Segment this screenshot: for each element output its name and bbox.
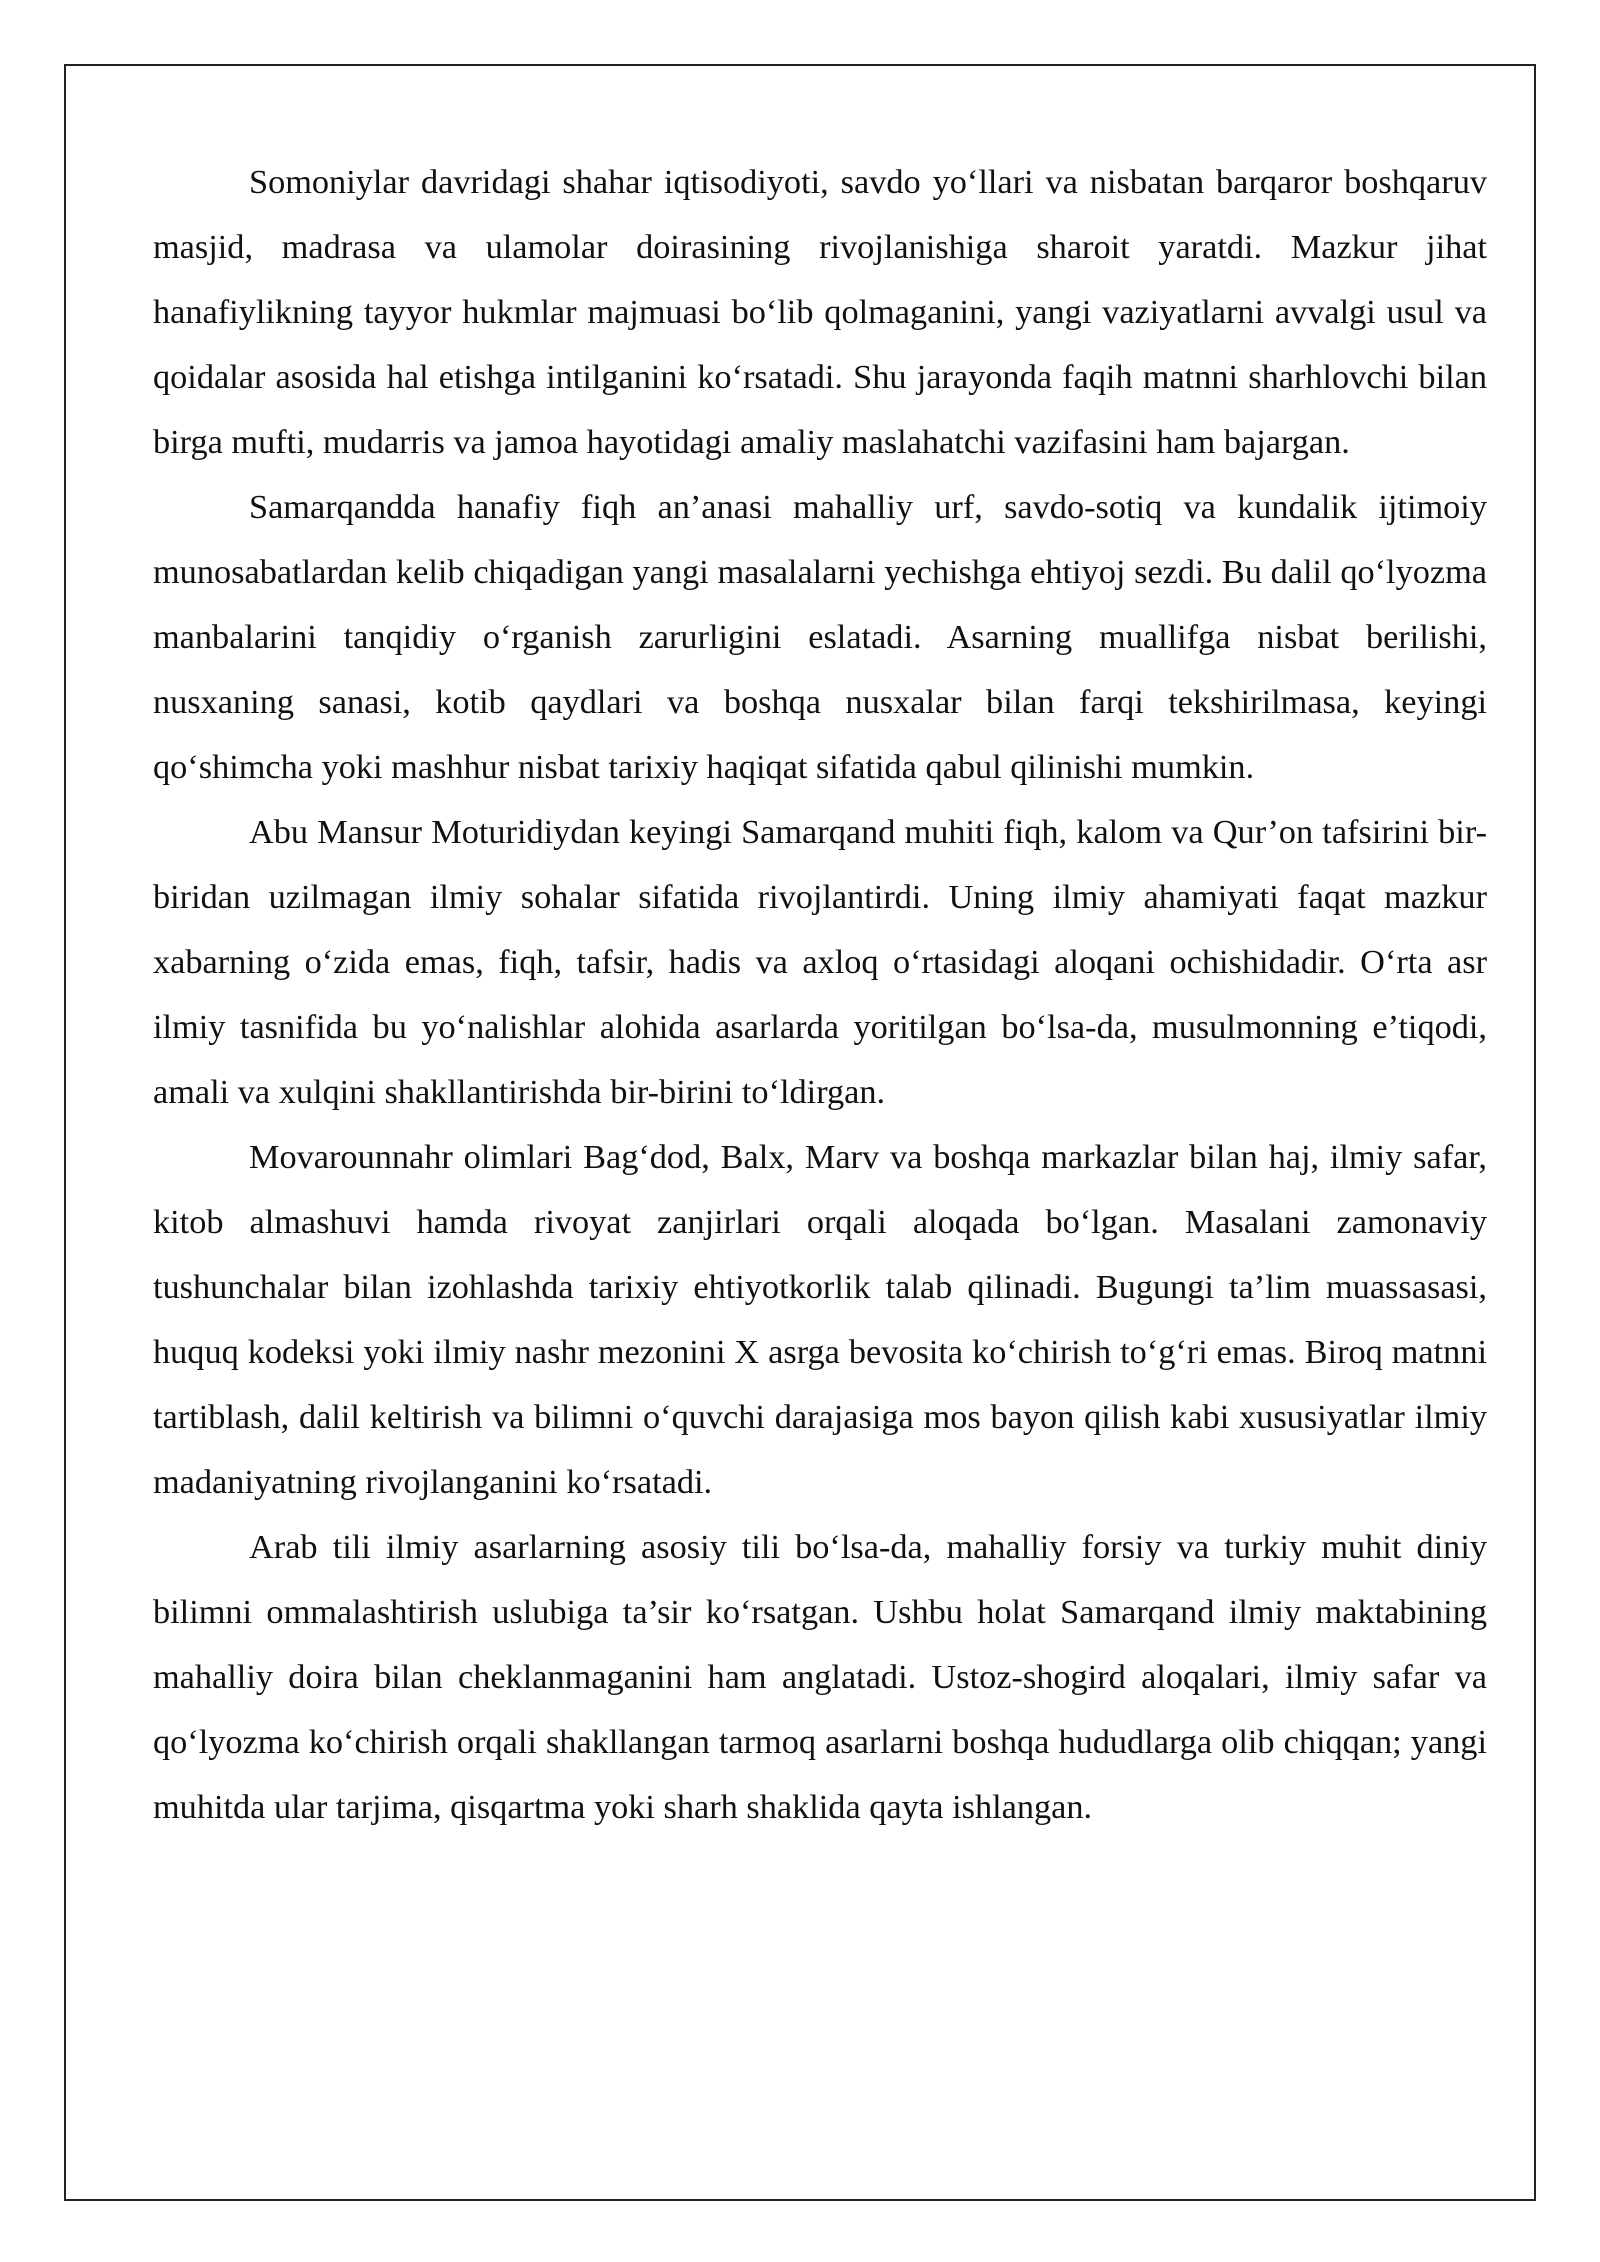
paragraph-5: Arab tili ilmiy asarlarning asosiy tili bo‘lsa-da, mahalliy forsiy va turkiy muhit diniy bilimni ommalashtirish uslubiga ta’sir ko‘rsatgan. Ushbu holat Samarqand ilmiy maktabining mahalliy doira bilan cheklanmaganini ham anglatadi. Ustoz-shogird aloqalari, ilmiy safar va qo‘lyozma ko‘chirish orqali shakllangan tarmoq asarlarni boshqa hududlarga olib chiqqan; yangi muhitda ular tarjima, qisqartma yoki sharh shaklida qayta ishlangan. — [153, 1528, 1487, 1826]
paragraph-1: Somoniylar davridagi shahar iqtisodiyoti, savdo yo‘llari va nisbatan barqaror boshqaruv masjid, madrasa va ulamolar doirasining rivojlanishiga sharoit yaratdi. Mazkur jihat hanafiylikning tayyor hukmlar majmuasi bo‘lib qolmaganini, yangi vaziyatlarni avvalgi usul va qoidalar asosida hal etishga intilganini ko‘rsatadi. Shu jarayonda faqih matnni sharhlovchi bilan birga mufti, mudarris va jamoa hayotidagi amaliy maslahatchi vazifasini ham bajargan. — [153, 163, 1487, 461]
document-body — [153, 150, 1487, 1840]
paragraph-4: Movarounnahr olimlari Bag‘dod, Balx, Marv va boshqa markazlar bilan haj, ilmiy safar, kitob almashuvi hamda rivoyat zanjirlari orqali aloqada bo‘lgan. Masalani zamonaviy tushunchalar bilan izohlashda tarixiy ehtiyotkorlik talab qilinadi. Bugungi ta’lim muassasasi, huquq kodeksi yoki ilmiy nashr mezonini X asrga bevosita ko‘chirish to‘g‘ri emas. Biroq matnni tartiblash, dalil keltirish va bilimni o‘quvchi darajasiga mos bayon qilish kabi xususiyatlar ilmiy madaniyatning rivojlanganini ko‘rsatadi. — [153, 1138, 1487, 1501]
paragraph-3: Abu Mansur Moturidiydan keyingi Samarqand muhiti fiqh, kalom va Qur’on tafsirini bir-biridan uzilmagan ilmiy sohalar sifatida rivojlantirdi. Uning ilmiy ahamiyati faqat mazkur xabarning o‘zida emas, fiqh, tafsir, hadis va axloq o‘rtasidagi aloqani ochishidadir. O‘rta asr ilmiy tasnifida bu yo‘nalishlar alohida asarlarda yoritilgan bo‘lsa-da, musulmonning e’tiqodi, amali va xulqini shakllantirishda bir-birini to‘ldirgan. — [153, 813, 1487, 1111]
paragraph-2: Samarqandda hanafiy fiqh an’anasi mahalliy urf, savdo-sotiq va kundalik ijtimoiy munosabatlardan kelib chiqadigan yangi masalalarni yechishga ehtiyoj sezdi. Bu dalil qo‘lyozma manbalarini tanqidiy o‘rganish zarurligini eslatadi. Asarning muallifga nisbat berilishi, nusxaning sanasi, kotib qaydlari va boshqa nusxalar bilan farqi tekshirilmasa, keyingi qo‘shimcha yoki mashhur nisbat tarixiy haqiqat sifatida qabul qilinishi mumkin. — [153, 488, 1487, 786]
